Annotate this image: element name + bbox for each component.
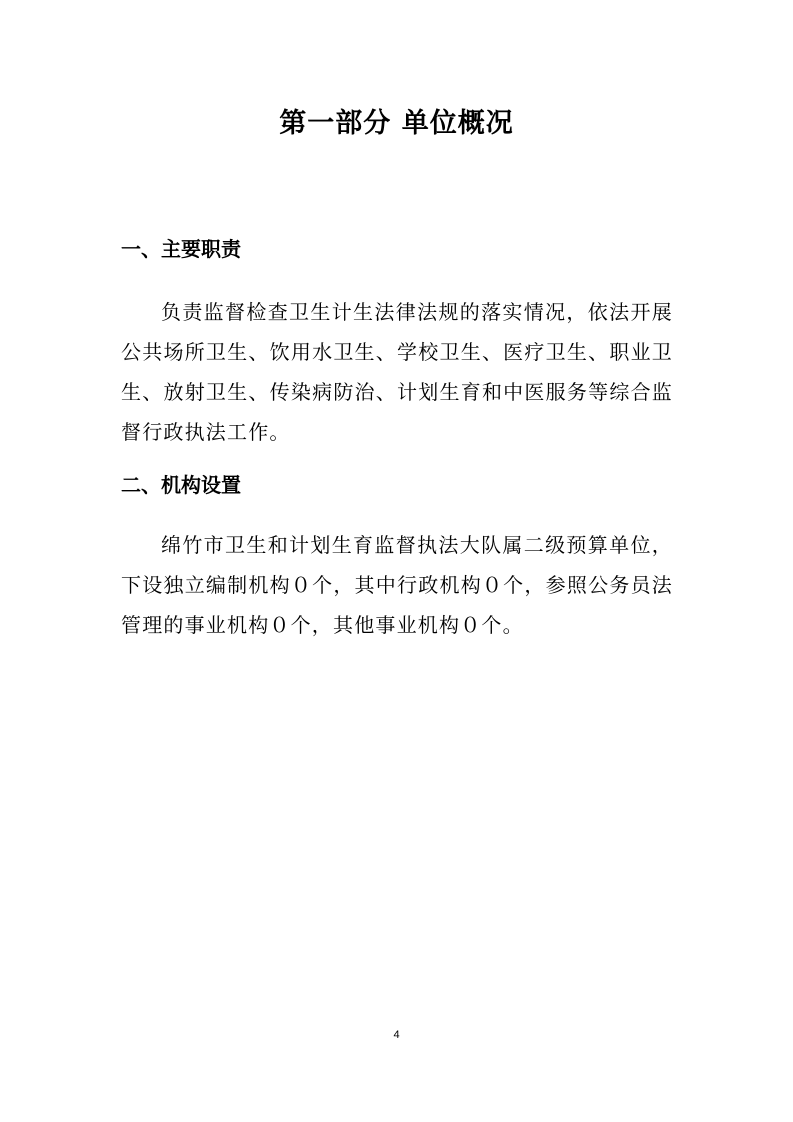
section-heading-main-duties: 一、主要职责	[121, 237, 241, 261]
page-title: 第一部分 单位概况	[279, 108, 514, 139]
section-heading-organization: 二、机构设置	[121, 473, 241, 497]
organization-paragraph: 绵竹市卫生和计划生育监督执法大队属二级预算单位，下设独立编制机构０个，其中行政机构０个，参照公务员法管理的事业机构０个，其他事业机构０个。	[121, 533, 673, 637]
page-number: 4	[393, 1029, 400, 1041]
main-duties-paragraph: 负责监督检查卫生计生法律法规的落实情况，依法开展公共场所卫生、饮用水卫生、学校卫生、医疗卫生、职业卫生、放射卫生、传染病防治、计划生育和中医服务等综合监督行政执法工作。	[121, 300, 673, 444]
